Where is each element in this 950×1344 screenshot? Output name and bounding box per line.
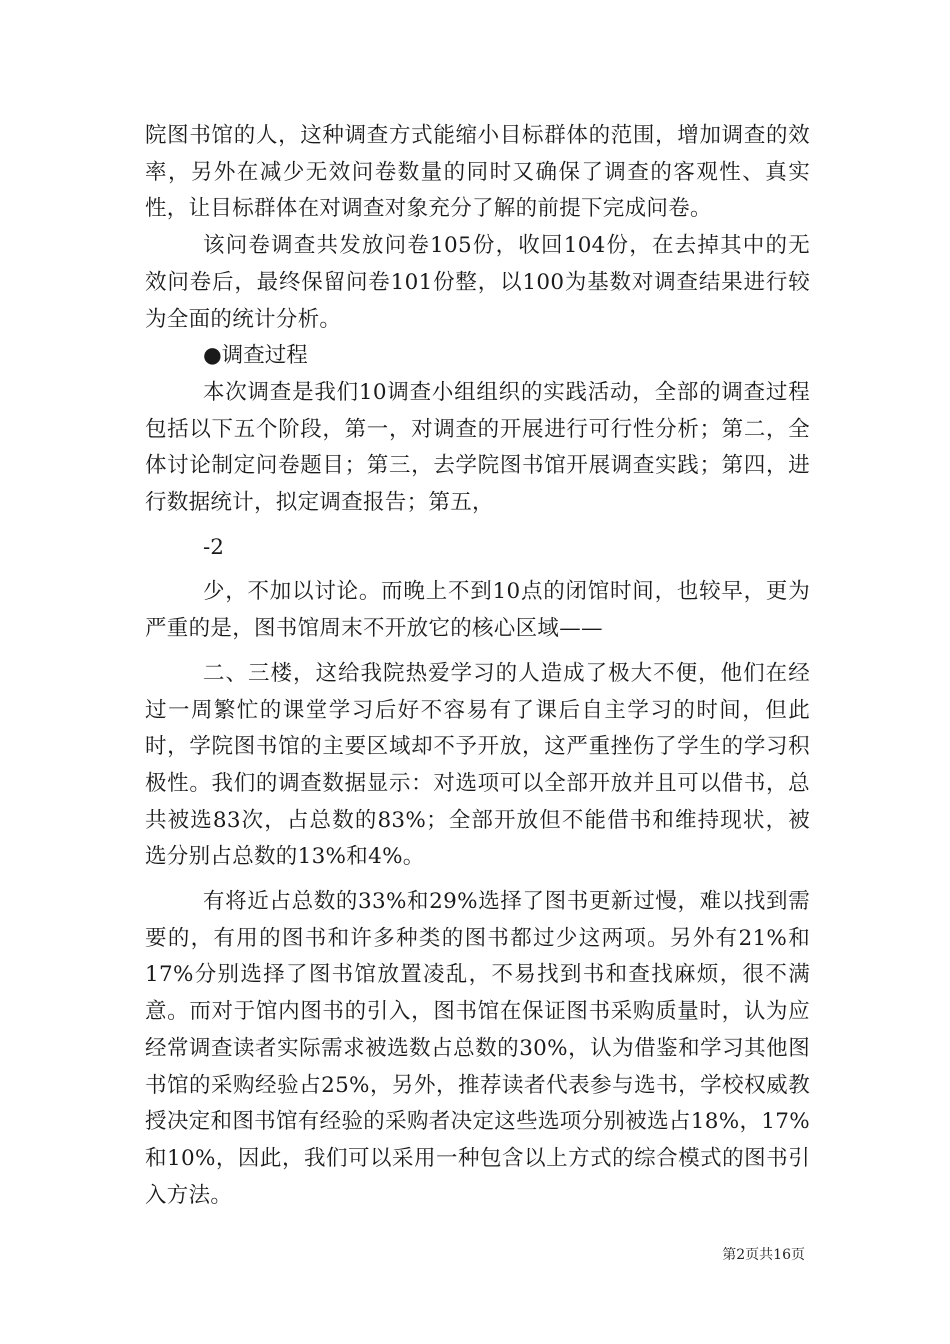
section-heading-survey-process: ●调查过程 (203, 343, 308, 369)
paragraph-questionnaire-stats: 该问卷调查共发放问卷105份，收回104份，在去掉其中的无效问卷后，最终保留问卷101份整，以100为基数对调查结果进行较为全面的统计分析。 (145, 233, 810, 332)
document-body (145, 118, 810, 1214)
paragraph-book-acquisition: 有将近占总数的33%和29%选择了图书更新过慢，难以找到需要的，有用的图书和许多种类的图书都过少这两项。另外有21%和17%分别选择了图书馆放置凌乱，不易找到书和查找麻烦，很不满意。而对于馆内图书的引入，图书馆在保证图书采购质量时，认为应经常调查读者实际需求被选数占总数的30%，认为借鉴和学习其他图书馆的采购经验占25%，另外，推荐读者代表参与选书，学校权威教授决定和图书馆有经验的采购者决定这些选项分别被选占18%，17%和10%，因此，我们可以采用一种包含以上方式的综合模式的图书引入方法。 (145, 889, 810, 1208)
page-marker: -2 (203, 534, 224, 560)
paragraph-closing-time: 少，不加以讨论。而晚上不到10点的闭馆时间，也较早，更为严重的是，图书馆周末不开放它的核心区域—— (145, 579, 810, 642)
paragraph-intro-continued: 院图书馆的人，这种调查方式能缩小目标群体的范围，增加调查的效率，另外在减少无效问卷数量的同时又确保了调查的客观性、真实性，让目标群体在对调查对象充分了解的前提下完成问卷。 (145, 123, 810, 222)
page-number-label: 第2页共16页 (722, 1247, 805, 1263)
paragraph-survey-stages: 本次调查是我们10调查小组组织的实践活动，全部的调查过程包括以下五个阶段，第一，对调查的开展进行可行性分析；第二，全体讨论制定问卷题目；第三，去学院图书馆开展调查实践；第四，进行数据统计，拟定调查报告；第五， (145, 379, 810, 516)
paragraph-weekend-closure: 二、三楼，这给我院热爱学习的人造成了极大不便，他们在经过一周繁忙的课堂学习后好不容易有了课后自主学习的时间，但此时，学院图书馆的主要区域却不予开放，这严重挫伤了学生的学习积极性。我们的调查数据显示：对选项可以全部开放并且可以借书，总共被选83次，占总数的83%；全部开放但不能借书和维持现状，被选分别占总数的13%和4%。 (145, 660, 810, 870)
